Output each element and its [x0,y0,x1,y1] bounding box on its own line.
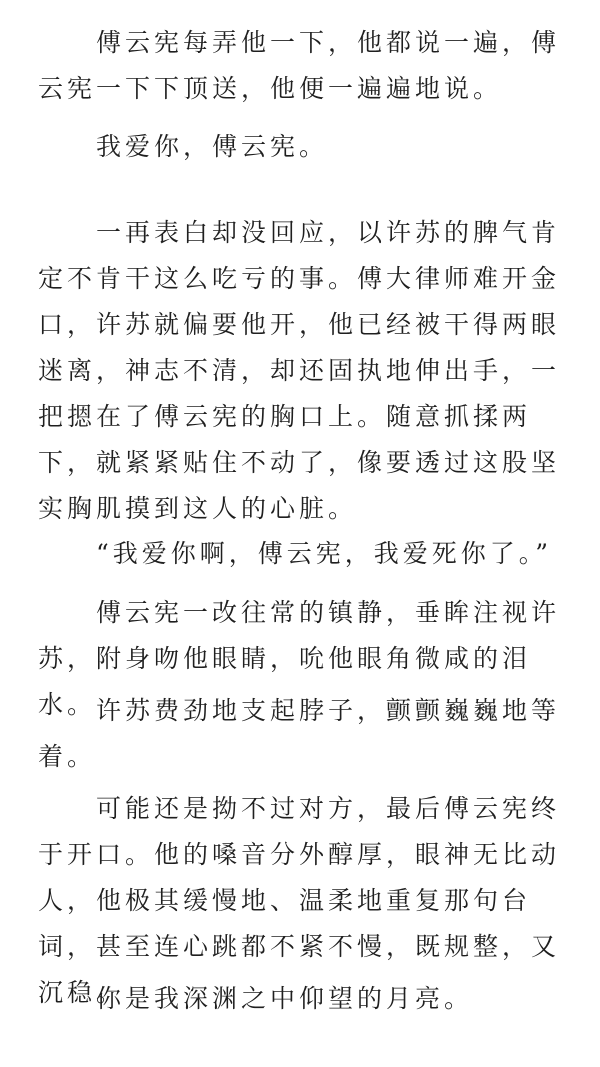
paragraph-4: “我爱你啊，傅云宪，我爱死你了。” [96,539,553,568]
paragraph-3: 一再表白却没回应，以许苏的脾气肯定不肯干这么吃亏的事。傅大律师难开金口，许苏就偏要他开，他已经被干得两眼迷离，神志不清，却还固执地伸出手，一把摁在了傅云宪的胸口上。随意抓揉两下，就紧紧贴住不动了，像要透过这股坚实胸肌摸到这人的心脏。 [38,218,561,523]
paragraph-6: 许苏费劲地支起脖子，颤颤巍巍地等着。 [38,696,561,771]
paragraph-8: 你是我深渊之中仰望的月亮。 [96,984,474,1013]
paragraph-5: 傅云宪一改往常的镇静，垂眸注视许苏，附身吻他眼睛，吮他眼角微咸的泪水。 [38,598,561,719]
paragraph-7: 可能还是拗不过对方，最后傅云宪终于开口。他的嗓音分外醇厚，眼神无比动人，他极其缓慢地、温柔地重复那句台词，甚至连心跳都不紧不慢，既规整，又沉稳。 [38,794,561,1007]
paragraph-1: 傅云宪每弄他一下，他都说一遍，傅云宪一下下顶送，他便一遍遍地说。 [38,28,561,103]
paragraph-2: 我爱你，傅云宪。 [96,132,329,161]
